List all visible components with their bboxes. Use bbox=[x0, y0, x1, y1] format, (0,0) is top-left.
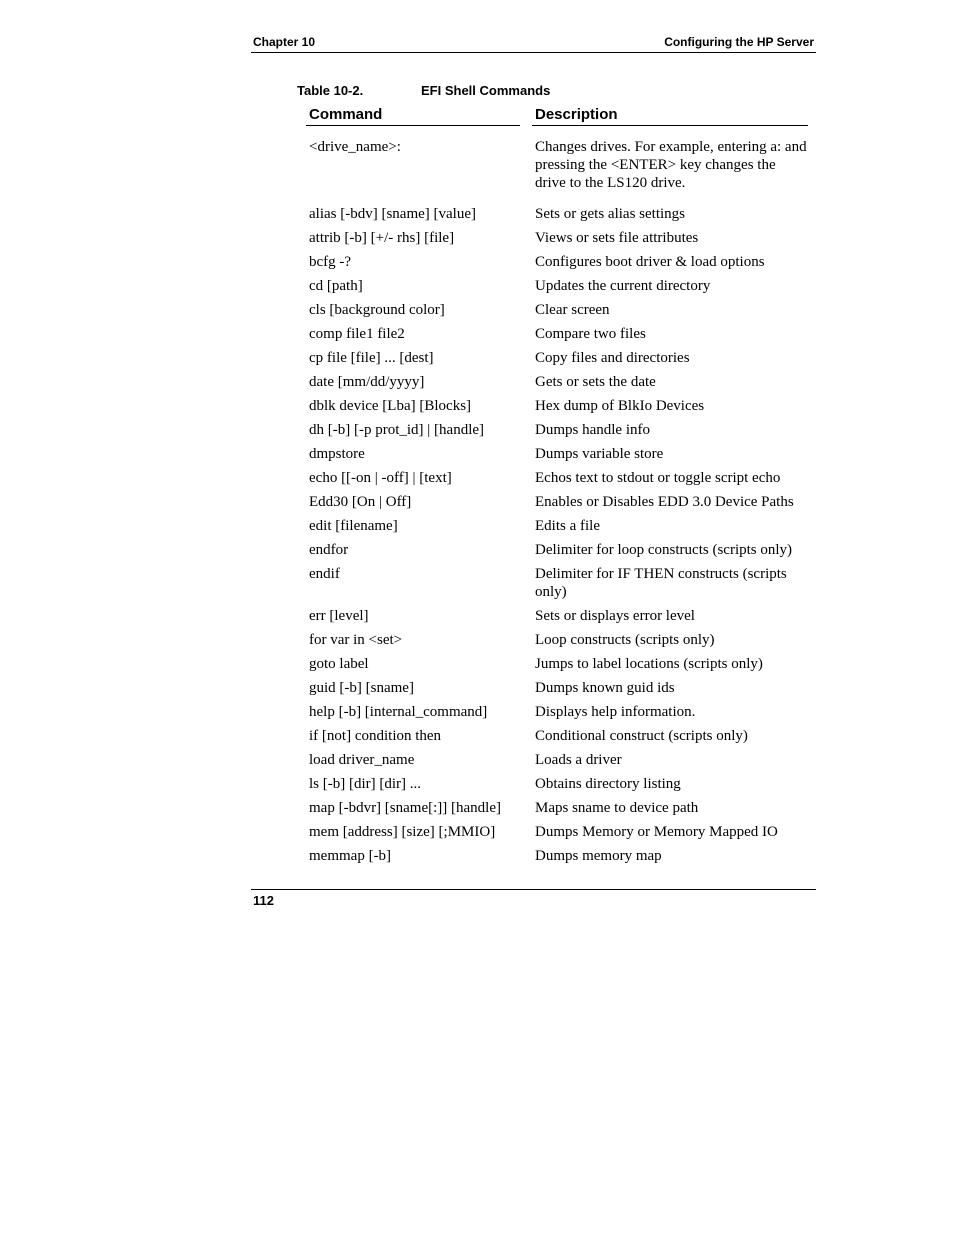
description-cell: Conditional construct (scripts only) bbox=[535, 728, 748, 744]
command-cell: dblk device [Lba] [Blocks] bbox=[309, 398, 472, 414]
description-cell: Sets or displays error level bbox=[535, 608, 695, 624]
table-number: Table 10-2. bbox=[297, 83, 364, 98]
table-header-row bbox=[306, 105, 808, 127]
command-cell: load driver_name bbox=[309, 752, 415, 768]
section-title: Configuring the HP Server bbox=[664, 35, 814, 49]
description-cell: Copy files and directories bbox=[535, 350, 690, 366]
command-cell: bcfg -? bbox=[309, 254, 352, 270]
table-row bbox=[306, 445, 808, 469]
description-cell: Views or sets file attributes bbox=[535, 230, 699, 246]
command-cell: if [not] condition then bbox=[309, 728, 442, 744]
description-cell: Jumps to label locations (scripts only) bbox=[535, 656, 763, 672]
description-cell: Configures boot driver & load options bbox=[535, 254, 765, 270]
command-cell: attrib [-b] [+/- rhs] [file] bbox=[309, 230, 455, 246]
table-row bbox=[306, 397, 808, 421]
table-row bbox=[306, 631, 808, 655]
table-row bbox=[306, 727, 808, 751]
table-row bbox=[306, 607, 808, 631]
command-cell: err [level] bbox=[309, 608, 369, 624]
description-cell: Echos text to stdout or toggle script echo bbox=[535, 470, 781, 486]
table-row bbox=[306, 493, 808, 517]
column-header-description: Description bbox=[532, 105, 808, 126]
table-body bbox=[306, 138, 808, 871]
description-cell: Loads a driver bbox=[535, 752, 622, 768]
page-number: 112 bbox=[253, 893, 274, 908]
description-cell: Hex dump of BlkIo Devices bbox=[535, 398, 705, 414]
table-row bbox=[306, 229, 808, 253]
description-cell: Dumps Memory or Memory Mapped IO bbox=[535, 824, 778, 840]
table-title: EFI Shell Commands bbox=[421, 83, 551, 98]
description-cell: Dumps known guid ids bbox=[535, 680, 675, 696]
table-row bbox=[306, 655, 808, 679]
description-cell: Delimiter for IF THEN constructs (scripts only) bbox=[535, 566, 787, 600]
table-caption bbox=[297, 83, 550, 98]
command-cell: cls [background color] bbox=[309, 302, 445, 318]
description-cell: Gets or sets the date bbox=[535, 374, 656, 390]
command-cell: edit [filename] bbox=[309, 518, 398, 534]
command-cell: endif bbox=[309, 566, 340, 582]
column-header-command: Command bbox=[306, 105, 520, 126]
description-cell: Maps sname to device path bbox=[535, 800, 699, 816]
table-row bbox=[306, 751, 808, 775]
table-row bbox=[306, 349, 808, 373]
table-row bbox=[306, 138, 808, 205]
table-row bbox=[306, 823, 808, 847]
table-row bbox=[306, 373, 808, 397]
table-row bbox=[306, 469, 808, 493]
command-cell: <drive_name>: bbox=[309, 139, 401, 155]
description-cell: Dumps memory map bbox=[535, 848, 662, 864]
command-cell: Edd30 [On | Off] bbox=[309, 494, 412, 510]
command-cell: goto label bbox=[309, 656, 369, 672]
command-cell: dh [-b] [-p prot_id] | [handle] bbox=[309, 422, 485, 438]
table-row bbox=[306, 679, 808, 703]
description-cell: Delimiter for loop constructs (scripts only) bbox=[535, 542, 793, 558]
table-row bbox=[306, 325, 808, 349]
table-row bbox=[306, 205, 808, 229]
page-footer bbox=[251, 889, 816, 908]
command-cell: for var in <set> bbox=[309, 632, 403, 648]
description-cell: Displays help information. bbox=[535, 704, 696, 720]
description-cell: Sets or gets alias settings bbox=[535, 206, 685, 222]
table-row bbox=[306, 421, 808, 445]
command-cell: cp file [file] ... [dest] bbox=[309, 350, 434, 366]
table-row bbox=[306, 775, 808, 799]
command-cell: endfor bbox=[309, 542, 349, 558]
command-cell: echo [[-on | -off] | [text] bbox=[309, 470, 452, 486]
command-cell: alias [-bdv] [sname] [value] bbox=[309, 206, 477, 222]
description-cell: Edits a file bbox=[535, 518, 600, 534]
table-row bbox=[306, 703, 808, 727]
command-cell: help [-b] [internal_command] bbox=[309, 704, 488, 720]
command-cell: ls [-b] [dir] [dir] ... bbox=[309, 776, 422, 792]
command-cell: dmpstore bbox=[309, 446, 365, 462]
chapter-label: Chapter 10 bbox=[253, 35, 316, 49]
table-row bbox=[306, 847, 808, 871]
description-cell: Updates the current directory bbox=[535, 278, 711, 294]
command-cell: guid [-b] [sname] bbox=[309, 680, 414, 696]
efi-commands-table bbox=[306, 105, 808, 871]
description-cell: Loop constructs (scripts only) bbox=[535, 632, 715, 648]
table-row bbox=[306, 301, 808, 325]
description-cell: Enables or Disables EDD 3.0 Device Paths bbox=[535, 494, 794, 510]
command-cell: comp file1 file2 bbox=[309, 326, 405, 342]
table-row bbox=[306, 565, 808, 607]
command-cell: cd [path] bbox=[309, 278, 363, 294]
description-cell: Changes drives. For example, entering a: and pressing the <ENTER> key changes the drive to the LS120 drive. bbox=[535, 139, 807, 191]
command-cell: map [-bdvr] [sname[:]] [handle] bbox=[309, 800, 501, 816]
description-cell: Obtains directory listing bbox=[535, 776, 681, 792]
page-header bbox=[251, 30, 816, 53]
table-row bbox=[306, 541, 808, 565]
command-cell: mem [address] [size] [;MMIO] bbox=[309, 824, 496, 840]
table-row bbox=[306, 277, 808, 301]
command-cell: date [mm/dd/yyyy] bbox=[309, 374, 425, 390]
description-cell: Compare two files bbox=[535, 326, 646, 342]
description-cell: Dumps handle info bbox=[535, 422, 650, 438]
table-row bbox=[306, 799, 808, 823]
description-cell: Clear screen bbox=[535, 302, 610, 318]
table-row bbox=[306, 253, 808, 277]
table-row bbox=[306, 517, 808, 541]
command-cell: memmap [-b] bbox=[309, 848, 392, 864]
description-cell: Dumps variable store bbox=[535, 446, 664, 462]
